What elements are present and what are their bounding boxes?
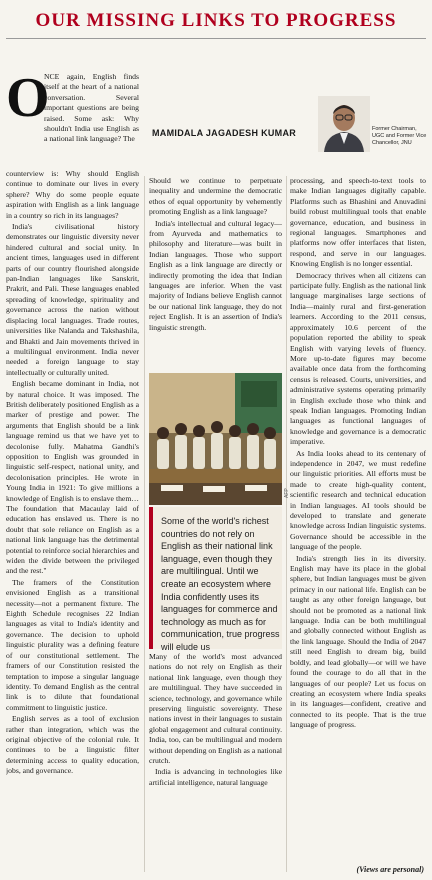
intro-paragraph: NCE again, English finds itself at the heart of a national conversation. Several important questions are being raised. Some ask: Why shouldn't India use English as a national link language? The <box>44 72 139 144</box>
column-2-continued <box>149 652 282 872</box>
column-divider <box>286 176 287 872</box>
paragraph: English became dominant in India, not by natural choice. It was imposed. The British deliberately positioned English as a marker of prestige and power. The arguments that English should be a link language remind us that we have yet to decolonise fully. Mahatma Gandhi's opposition to English was grounded in linguistic self-respect, national unity, and decolonisation principles. He wrote in Young India in 1921: To give millions a knowledge of English is to enslave them… The foundation that Macaulay laid of education has enslaved us. There is no doubt that sole reliance on English as a national link language has the detrimental potential to reinforce social hierarchies and widen the divide between the privileged and the rest." <box>6 379 139 576</box>
column-1 <box>6 169 139 872</box>
paragraph: India's strength lies in its diversity. English may have its place in the global sphere, but Indian languages must be given primacy in our national life. English can be taught as any other foreign language, but should not be promoted as a national link language. India can be both multilingual and globally connected without English as the link language. Should the India of 2047 still need English to dream big, build boldly, and lead globally—or will we have found the courage to do all that in the languages of our people? Let us focus on creating an ecosystem where India speaks in its languages—confident, creative and connected to its people. That is the true language of progress. <box>290 553 426 730</box>
pull-quote-box <box>149 507 282 652</box>
paragraph: India is advancing in technologies like artificial intelligence, natural language <box>149 767 282 787</box>
paragraph: Should we continue to perpetuate inequality and undermine the democratic ethos of equal opportunity by vehemently promoting English as a link language? <box>149 176 282 217</box>
pull-quote: Some of the world's richest countries do not rely on English as their national link language, even though they are multilingual. Until we create an ecosystem where India confidently uses its languages for commerce and technology as much as for communication, true progress will elude us <box>161 516 280 652</box>
paragraph: The framers of the Constitution envisioned English as a transitional necessity—not a permanent fixture. The Eighth Schedule recognises 22 Indian languages as vital to India's identity and governance. The decision to uphold linguistic plurality was a defining feature of our constitutional settlement. The framers of our Constitution resisted the temptation to impose a singular language identity. To demand English as the central link is to dilute that foundational commitment to linguistic justice. <box>6 577 139 712</box>
paragraph: India's intellectual and cultural legacy—from Ayurveda and mathematics to philosophy and literature—was built in Indian languages. Those who support English as a link language are directly or indirectly promoting the idea that Indian languages are inferior. When the vast majority of Indians believe English cannot be our national link language, they do not reject English. It is an assertion of India's linguistic strength. <box>149 218 282 332</box>
views-disclaimer: (Views are personal) <box>356 865 424 874</box>
paragraph: counterview is: Why should English continue to dominate our lives in every sphere? Why do some people equate aspiration with English as a link language in a country so rich in its languages? <box>6 169 139 220</box>
dropcap: O <box>6 67 50 129</box>
classroom-photo <box>149 373 282 505</box>
author-credentials: Former Chairman, UGC and Former Vice Chancellor, JNU <box>372 126 427 146</box>
paragraph: As India looks ahead to its centenary of independence in 2047, we must redefine our linguistic priorities. All efforts must be made to create high-quality content, scientific research and technical education in Indian languages. AI tools should be developed to translate and generate knowledge across Indian linguistic systems. Governance should be accessible in the language of the people. <box>290 448 426 552</box>
headline: OUR MISSING LINKS TO PROGRESS <box>35 10 397 31</box>
paragraph: English serves as a tool of exclusion rather than integration, which was the original objective of the colonial rule. It continues to be a linguistic filter determining access to quality education, jobs, and governance. <box>6 714 139 776</box>
column-divider <box>144 176 145 872</box>
author-portrait <box>318 96 370 152</box>
photo-credit: AFP <box>284 488 290 498</box>
paragraph: Many of the world's most advanced nations do not rely on English as their national link language, even though they are multilingual. They have succeeded in science, technology, and governance while preserving linguistic sovereignty. These nations invest in their languages to sustain global engagement and cultural continuity. India, too, can be multilingual and modern without depending on English as a national crutch. <box>149 652 282 766</box>
paragraph: processing, and speech-to-text tools to make Indian languages digitally capable. Platforms such as Bhashini and Anuvadini build robust multilingual tools that enable governance, education, and business in regional languages. Smartphones and platforms now offer interfaces that listen, respond, and serve in our languages. Knowing English is no longer essential. <box>290 176 426 269</box>
title-divider <box>6 38 426 39</box>
paragraph: Democracy thrives when all citizens can participate fully. English as the national link language marginalises large sections of India—mainly rural and first-generation learners. According to the 2011 census, approximately 10.6 percent of the population reported the ability to speak English with varying levels of fluency. More up-to-date figures may become available once data from the forthcoming census is released. Courts, universities, and administrative systems operating primarily in English exclude those who think and speak Indian languages. Promoting Indian languages as functional languages of knowledge and governance is a democratic imperative. <box>290 270 426 447</box>
column-2 <box>149 176 282 372</box>
author-byline: MAMIDALA JAGADESH KUMAR <box>152 128 297 138</box>
paragraph: India's civilisational history demonstrates our linguistic diversity never hindered cultural and social unity. In ancient times, languages used in different parts of our country flourished alongside pan-Indian languages like Sanskrit, Prakrit, and Pali. These languages enabled spreading of knowledge, spirituality and governance across the nation without displacing local languages. Trade routes, universities like Nalanda and Takshashila, and Bhakti and Jain movements thrived in a multilingual environment. India never needed a foreign language to stay intellectually or culturally united. <box>6 222 139 377</box>
intro-text <box>44 72 139 167</box>
column-3 <box>290 176 426 862</box>
